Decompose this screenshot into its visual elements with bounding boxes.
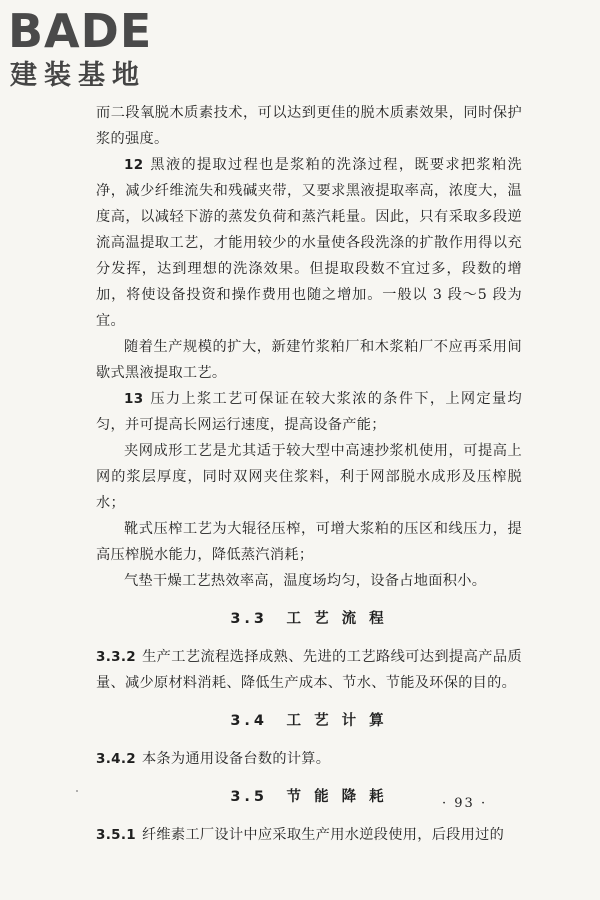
document-body — [96, 100, 522, 848]
item-number-13: 13 — [124, 391, 144, 407]
clause-3-3-2 — [96, 644, 522, 696]
paragraph-twin-wire: 夹网成形工艺是尤其适于较大型中高速抄浆机使用，可提高上网的浆层厚度，同时双网夹住浆料，利于网部脱水成形及压榨脱水； — [96, 443, 522, 511]
paragraph-item-13-text: 压力上浆工艺可保证在较大浆浓的条件下，上网定量均匀，并可提高长网运行速度，提高设备产能； — [96, 391, 522, 433]
clause-number-3-5-1: 3.5.1 — [96, 827, 136, 843]
section-heading-3-4: 3.4 工 艺 计 算 — [230, 713, 388, 729]
clause-3-4-2-text: 本条为通用设备台数的计算。 — [141, 751, 331, 767]
paragraph-continued: 而二段氧脱木质素技术，可以达到更佳的脱木质素效果，同时保护浆的强度。 — [96, 105, 522, 147]
section-heading-3-3: 3.3 工 艺 流 程 — [230, 611, 388, 627]
paragraph-item-12-text: 黑液的提取过程也是浆粕的洗涤过程，既要求把浆粕洗净，减少纤维流失和残碱夹带，又要求黑液提取率高，浓度大，温度高，以减轻下游的蒸发负荷和蒸汽耗量。因此，只有采取多段逆流高温提取工艺，才能用较少的水量使各段洗涤的扩散作用得以充分发挥，达到理想的洗涤效果。但提取段数不宜过多，段数的增加，将使设备投资和操作费用也随之增加。一般以 3 段～5 段为宜。 — [96, 157, 522, 329]
logo-wordmark: BADE — [8, 4, 153, 58]
section-heading-3-5: 3.5 节 能 降 耗 — [230, 789, 388, 805]
clause-number-3-3-2: 3.3.2 — [96, 649, 136, 665]
clause-3-5-1-text: 纤维素工厂设计中应采取生产用水逆段使用，后段用过的 — [141, 827, 505, 843]
item-number-12: 12 — [124, 157, 144, 173]
clause-number-3-4-2: 3.4.2 — [96, 751, 136, 767]
logo-subtitle: 建装基地 — [10, 60, 146, 91]
paragraph-air-cushion: 气垫干燥工艺热效率高，温度场均匀，设备占地面积小。 — [124, 573, 487, 589]
clause-3-5-1 — [96, 822, 522, 848]
paragraph-shoe-press: 靴式压榨工艺为大辊径压榨，可增大浆粕的压区和线压力，提高压榨脱水能力，降低蒸汽消耗； — [96, 521, 522, 563]
bade-logo — [8, 6, 178, 94]
clause-3-4-2 — [96, 746, 522, 772]
scan-speck — [76, 790, 78, 792]
paragraph-item-13 — [96, 386, 522, 438]
clause-3-3-2-text: 生产工艺流程选择成熟、先进的工艺路线可达到提高产品质量、减少原材料消耗、降低生产成本、节水、节能及环保的目的。 — [96, 649, 522, 691]
page-number: · 93 · — [442, 796, 488, 811]
paragraph-item-12 — [96, 152, 522, 334]
paragraph-production-scale: 随着生产规模的扩大，新建竹浆粕厂和木浆粕厂不应再采用间歇式黑液提取工艺。 — [96, 339, 522, 381]
